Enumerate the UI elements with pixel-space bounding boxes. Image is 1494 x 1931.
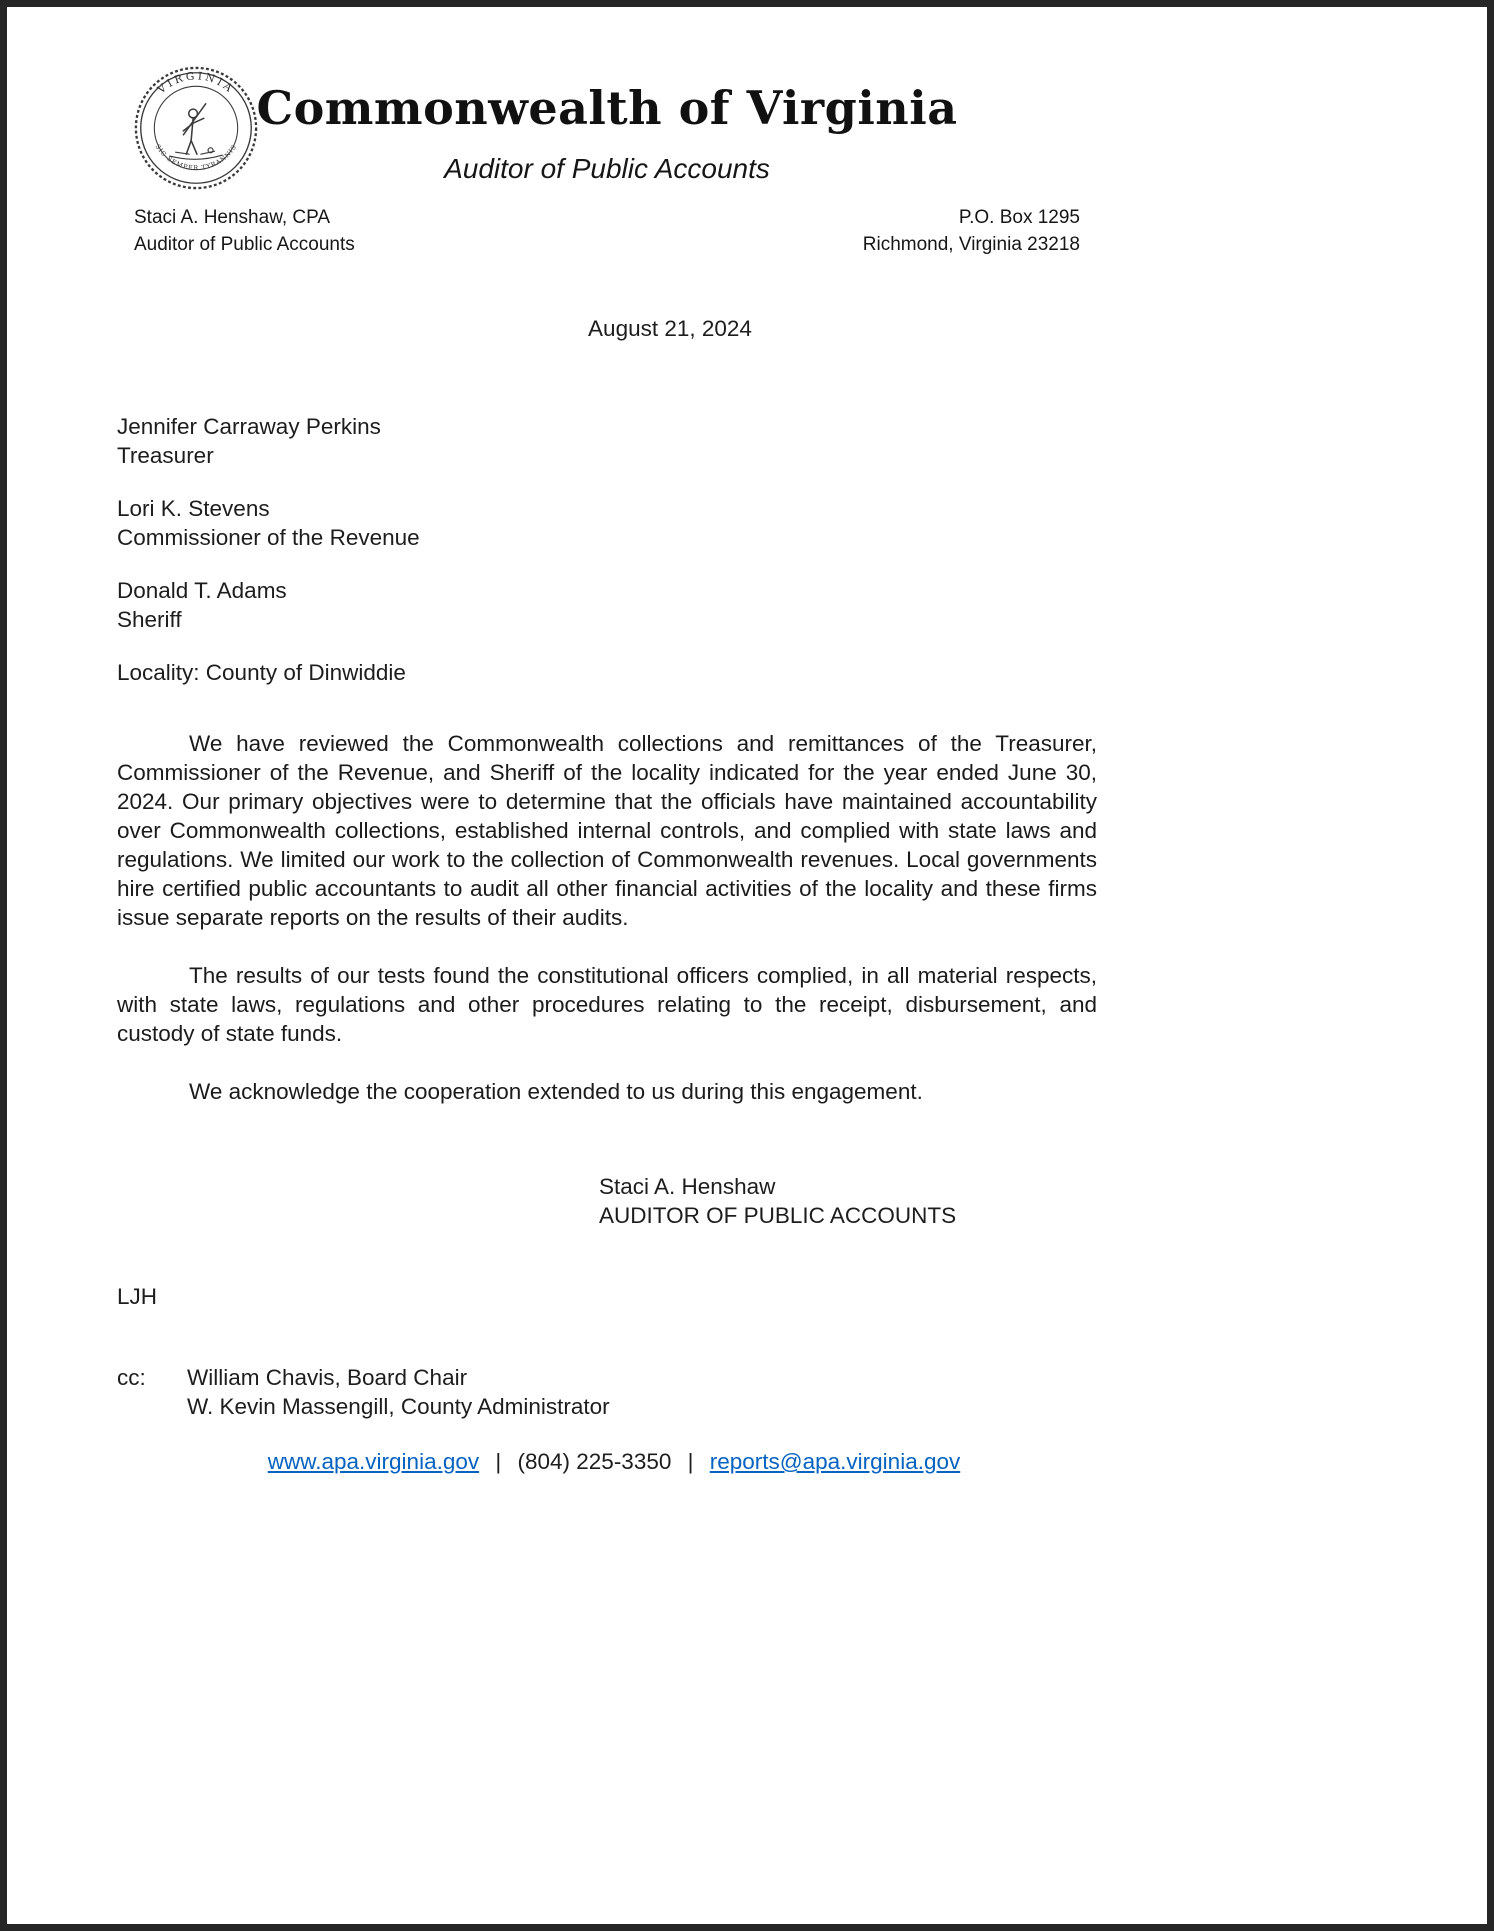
footer-separator: | — [687, 1449, 694, 1474]
svg-text:VIRGINIA: VIRGINIA — [154, 69, 238, 97]
organization-title: Commonwealth of Virginia — [256, 81, 958, 135]
letterhead-text — [117, 59, 1097, 185]
recipient-name: Lori K. Stevens — [117, 496, 270, 522]
official-name: Staci A. Henshaw, CPA — [134, 207, 331, 228]
phone-number: (804) 225-3350 — [517, 1449, 672, 1474]
svg-text:SIC SEMPER TYRANNIS: SIC SEMPER TYRANNIS — [153, 143, 239, 172]
po-box: P.O. Box 1295 — [958, 207, 1080, 228]
cc-block — [117, 1363, 1097, 1421]
signature-name: Staci A. Henshaw — [599, 1174, 776, 1200]
footer — [117, 1449, 1111, 1475]
recipient-name: Donald T. Adams — [117, 578, 287, 604]
address-block — [863, 205, 1080, 258]
cc-names — [187, 1363, 610, 1421]
footer-separator: | — [495, 1449, 502, 1474]
body-paragraph: The results of our tests found the constitutional officers complied, in all material respects, with state laws, regulations and other procedures relating to the receipt, disbursement, and custody of state funds. — [117, 963, 1097, 1047]
body-paragraph: We have reviewed the Commonwealth collections and remittances of the Treasurer, Commissioner of the Revenue, and Sheriff of the locality indicated for the year ended June 30, 2024. Our primary objectives were to determine that the officials have maintained accountability over Commonwealth collections, established internal controls, and complied with state laws and regulations. We limited our work to the collection of Commonwealth revenues. Local governments hire certified public accountants to audit all other financial activities of the locality and these firms issue separate reports on the results of their audits. — [117, 731, 1097, 931]
website-link[interactable]: www.apa.virginia.gov — [267, 1449, 480, 1474]
recipient-title: Sheriff — [117, 607, 182, 633]
recipient — [117, 412, 1097, 470]
email-link[interactable]: reports@apa.virginia.gov — [709, 1449, 961, 1474]
division-title: Auditor of Public Accounts — [444, 153, 770, 184]
letter-body — [117, 729, 1097, 1106]
official-title: Auditor of Public Accounts — [134, 233, 355, 255]
locality-line: Locality: County of Dinwiddie — [117, 660, 406, 686]
letterhead — [117, 59, 1097, 199]
typist-initials: LJH — [117, 1284, 158, 1310]
recipient-name: Jennifer Carraway Perkins — [117, 414, 381, 440]
virginia-seal-icon — [133, 65, 259, 191]
recipient-title: Commissioner of the Revenue — [117, 525, 420, 551]
official-block — [134, 205, 355, 258]
city-state-zip: Richmond, Virginia 23218 — [862, 233, 1080, 255]
recipient — [117, 576, 1097, 634]
cc-recipient: W. Kevin Massengill, County Administrator — [187, 1394, 610, 1420]
letterhead-contact-row — [117, 205, 1097, 258]
recipient — [117, 494, 1097, 552]
body-paragraph: We acknowledge the cooperation extended to us during this engagement. — [189, 1079, 923, 1105]
signature-block — [599, 1172, 1097, 1230]
cc-recipient: William Chavis, Board Chair — [187, 1365, 468, 1391]
recipient-list — [117, 412, 1097, 687]
signature-title: AUDITOR OF PUBLIC ACCOUNTS — [599, 1203, 957, 1229]
cc-label: cc: — [117, 1365, 146, 1391]
letter-date: August 21, 2024 — [588, 316, 752, 342]
recipient-title: Treasurer — [117, 443, 214, 469]
